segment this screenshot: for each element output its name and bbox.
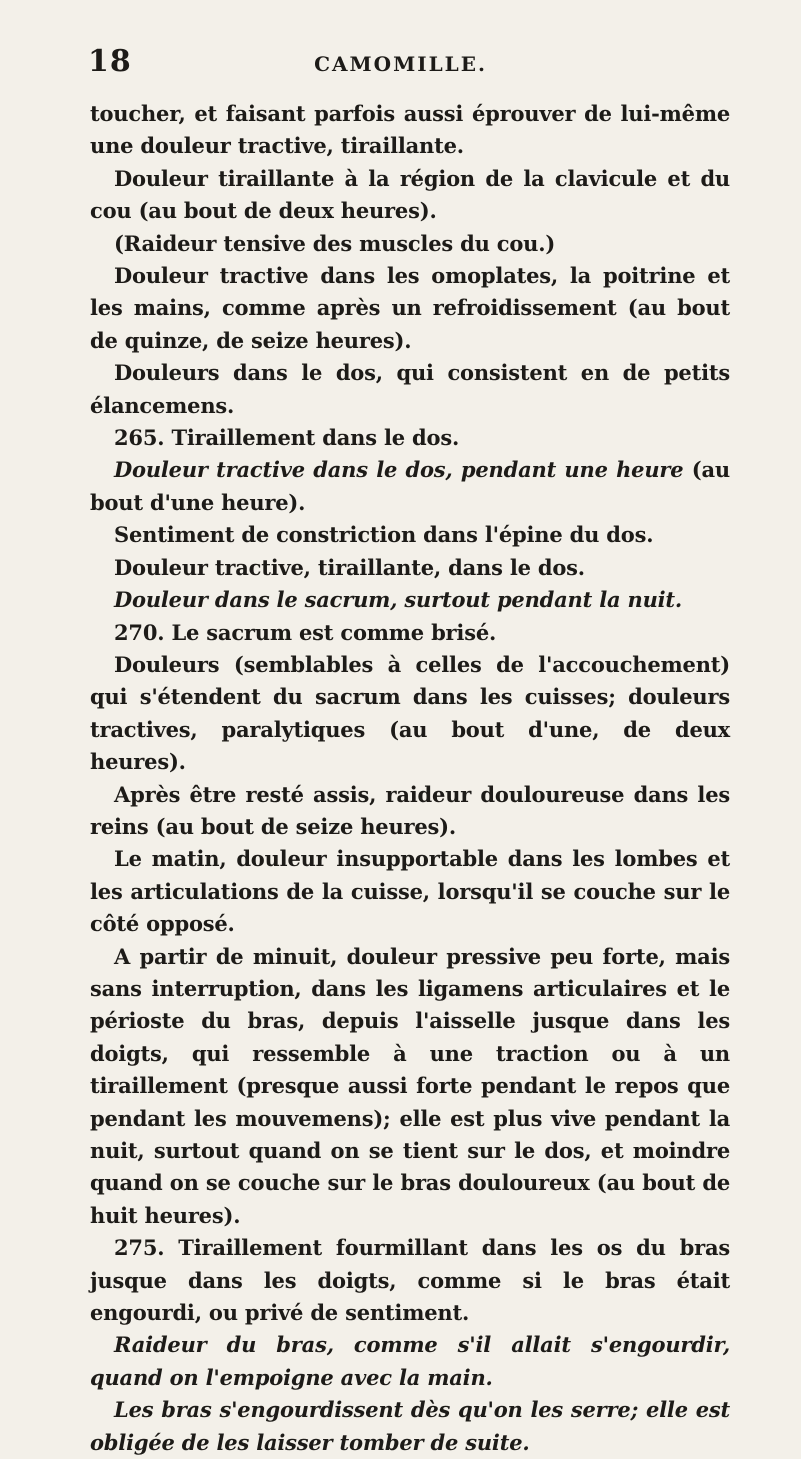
paragraph: Douleurs dans le dos, qui consistent en de petits élancemens. bbox=[90, 360, 730, 418]
paragraph: Douleur tractive dans les omoplates, la poitrine et les mains, comme après un refroidissement (au bout de quinze, de seize heures). bbox=[90, 263, 730, 353]
page-header bbox=[0, 44, 801, 84]
paragraph: Douleur tractive, tiraillante, dans le dos. bbox=[114, 554, 585, 580]
paragraph: Après être resté assis, raideur douloureuse dans les reins (au bout de seize heures). bbox=[90, 781, 730, 839]
paragraph: Les bras s'engourdissent dès qu'on les serre; elle est obligée de les laisser tomber de suite. bbox=[90, 1397, 730, 1455]
paragraph: Douleur dans le sacrum, surtout pendant la nuit. bbox=[114, 587, 683, 613]
paragraph: A partir de minuit, douleur pressive peu forte, mais sans interruption, dans les ligamens articulaires et le périoste du bras, depuis l'aisselle jusque dans les doigts, qui ressemble à une traction ou à un tiraillement (presque aussi forte pendant le repos que pendant les mouvemens); elle est plus vive pendant la nuit, surtout quand on se tient sur le dos, et moindre quand on se couche sur le bras douloureux (au bout de huit heures). bbox=[90, 943, 730, 1228]
page-body bbox=[90, 98, 730, 1459]
paragraph: 275. Tiraillement fourmillant dans les os du bras jusque dans les doigts, comme si le bras était engourdi, ou privé de sentiment. bbox=[90, 1235, 730, 1326]
paragraph: Douleur tiraillante à la région de la clavicule et du cou (au bout de deux heures). bbox=[90, 165, 730, 224]
page-number: 18 bbox=[88, 44, 132, 79]
paragraph: toucher, et faisant parfois aussi éprouver de lui-même une douleur tractive, tiraillante. bbox=[90, 101, 730, 159]
paragraph: Le matin, douleur insupportable dans les lombes et les articulations de la cuisse, lorsqu'il se couche sur le côté opposé. bbox=[90, 846, 730, 937]
paragraph: 265. Tiraillement dans le dos. bbox=[114, 425, 460, 451]
paragraph: (Raideur tensive des muscles du cou.) bbox=[114, 230, 556, 256]
running-head: CAMOMILLE. bbox=[314, 52, 487, 76]
paragraph: Sentiment de constriction dans l'épine du dos. bbox=[114, 522, 654, 548]
paragraph: Douleur tractive dans le dos, pendant une heure (au bout d'une heure). bbox=[90, 457, 730, 515]
paragraph: Douleurs (semblables à celles de l'accouchement) qui s'étendent du sacrum dans les cuisses; douleurs tractives, paralytiques (au bout d'une, de deux heures). bbox=[90, 651, 730, 775]
paragraph: Raideur du bras, comme s'il allait s'engourdir, quand on l'empoigne avec la main. bbox=[90, 1332, 730, 1390]
paragraph: 270. Le sacrum est comme brisé. bbox=[114, 619, 497, 645]
